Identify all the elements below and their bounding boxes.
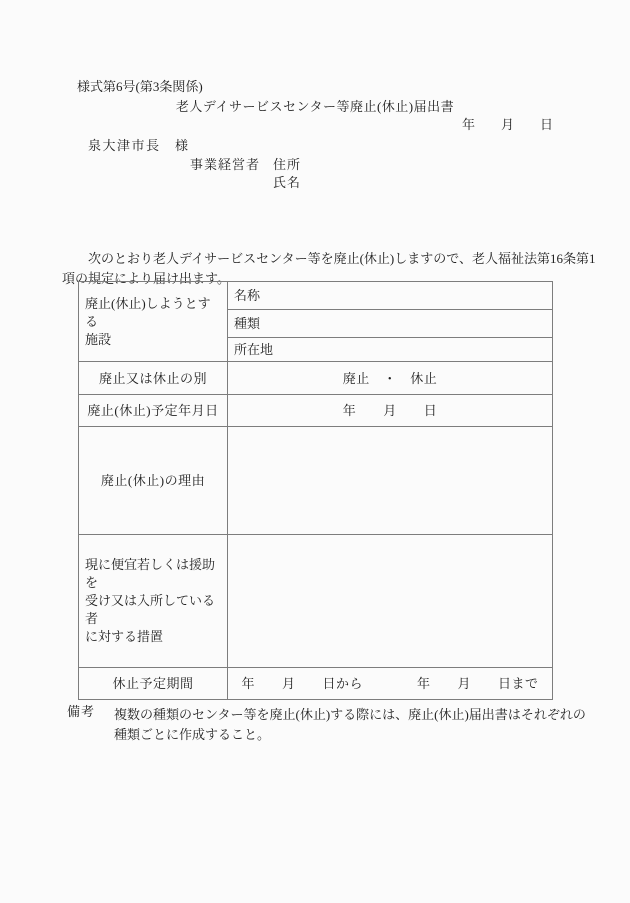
measures-label-line-1: 現に便宜若しくは援助を — [85, 557, 216, 590]
operator-label: 事業経営者 — [190, 157, 261, 172]
facility-name-cell — [228, 282, 553, 310]
reason-label: 廃止(休止)の理由 — [79, 427, 228, 535]
table-row-scheduled-date — [79, 395, 553, 427]
notification-form-table — [78, 281, 553, 700]
table-row-abolish-or-suspend — [79, 362, 553, 395]
remarks-line-2: 種類ごとに作成すること。 — [114, 727, 271, 742]
facility-type-label: 種類 — [234, 316, 261, 331]
measures-label-line-2: 受け又は入所している者 — [85, 593, 216, 626]
measures-label-line-3: に対する措置 — [85, 629, 164, 644]
remarks-body — [114, 705, 586, 745]
form-number: 様式第6号(第3条関係) — [77, 79, 203, 94]
remarks-note — [67, 705, 586, 745]
table-row-reason — [79, 427, 553, 535]
scheduled-date-label: 廃止(休止)予定年月日 — [79, 395, 228, 427]
table-row-measures — [79, 535, 553, 668]
facility-location-label: 所在地 — [234, 342, 274, 357]
facility-location-cell — [228, 338, 553, 362]
facility-row-label-cell — [79, 282, 228, 362]
suspension-period-value: 年 月 日から 年 月 日まで — [228, 668, 553, 700]
facility-type-cell — [228, 310, 553, 338]
date-line: 年 月 日 — [461, 117, 553, 132]
intro-line-2: 項の規定により届け出ます。 — [62, 271, 230, 286]
table-row-suspension-period — [79, 668, 553, 700]
facility-label-line-1: 廃止(休止)しようとする — [85, 295, 211, 329]
intro-line-1: 次のとおり老人デイサービスセンター等を廃止(休止)しますので、老人福祉法第16条第1 — [88, 251, 596, 266]
document-title: 老人デイサービスセンター等廃止(休止)届出書 — [175, 99, 455, 114]
name-label: 氏名 — [273, 175, 302, 190]
remarks-line-1: 複数の種類のセンター等を廃止(休止)する際には、廃止(休止)届出書はそれぞれの — [114, 707, 586, 722]
scheduled-date-value: 年 月 日 — [228, 395, 553, 427]
suspension-period-label: 休止予定期間 — [79, 668, 228, 700]
facility-label-line-2: 施設 — [85, 331, 112, 347]
facility-name-label: 名称 — [234, 288, 261, 303]
table-row-facility-name — [79, 282, 553, 310]
abolish-or-suspend-value: 廃止 ・ 休止 — [228, 362, 553, 395]
abolish-or-suspend-label: 廃止又は休止の別 — [79, 362, 228, 395]
addressee: 泉大津市長 様 — [88, 138, 190, 153]
reason-value-cell — [228, 427, 553, 535]
remarks-label: 備考 — [67, 704, 96, 719]
measures-label-cell — [79, 535, 228, 668]
measures-value-cell — [228, 535, 553, 668]
address-label: 住所 — [273, 157, 302, 172]
